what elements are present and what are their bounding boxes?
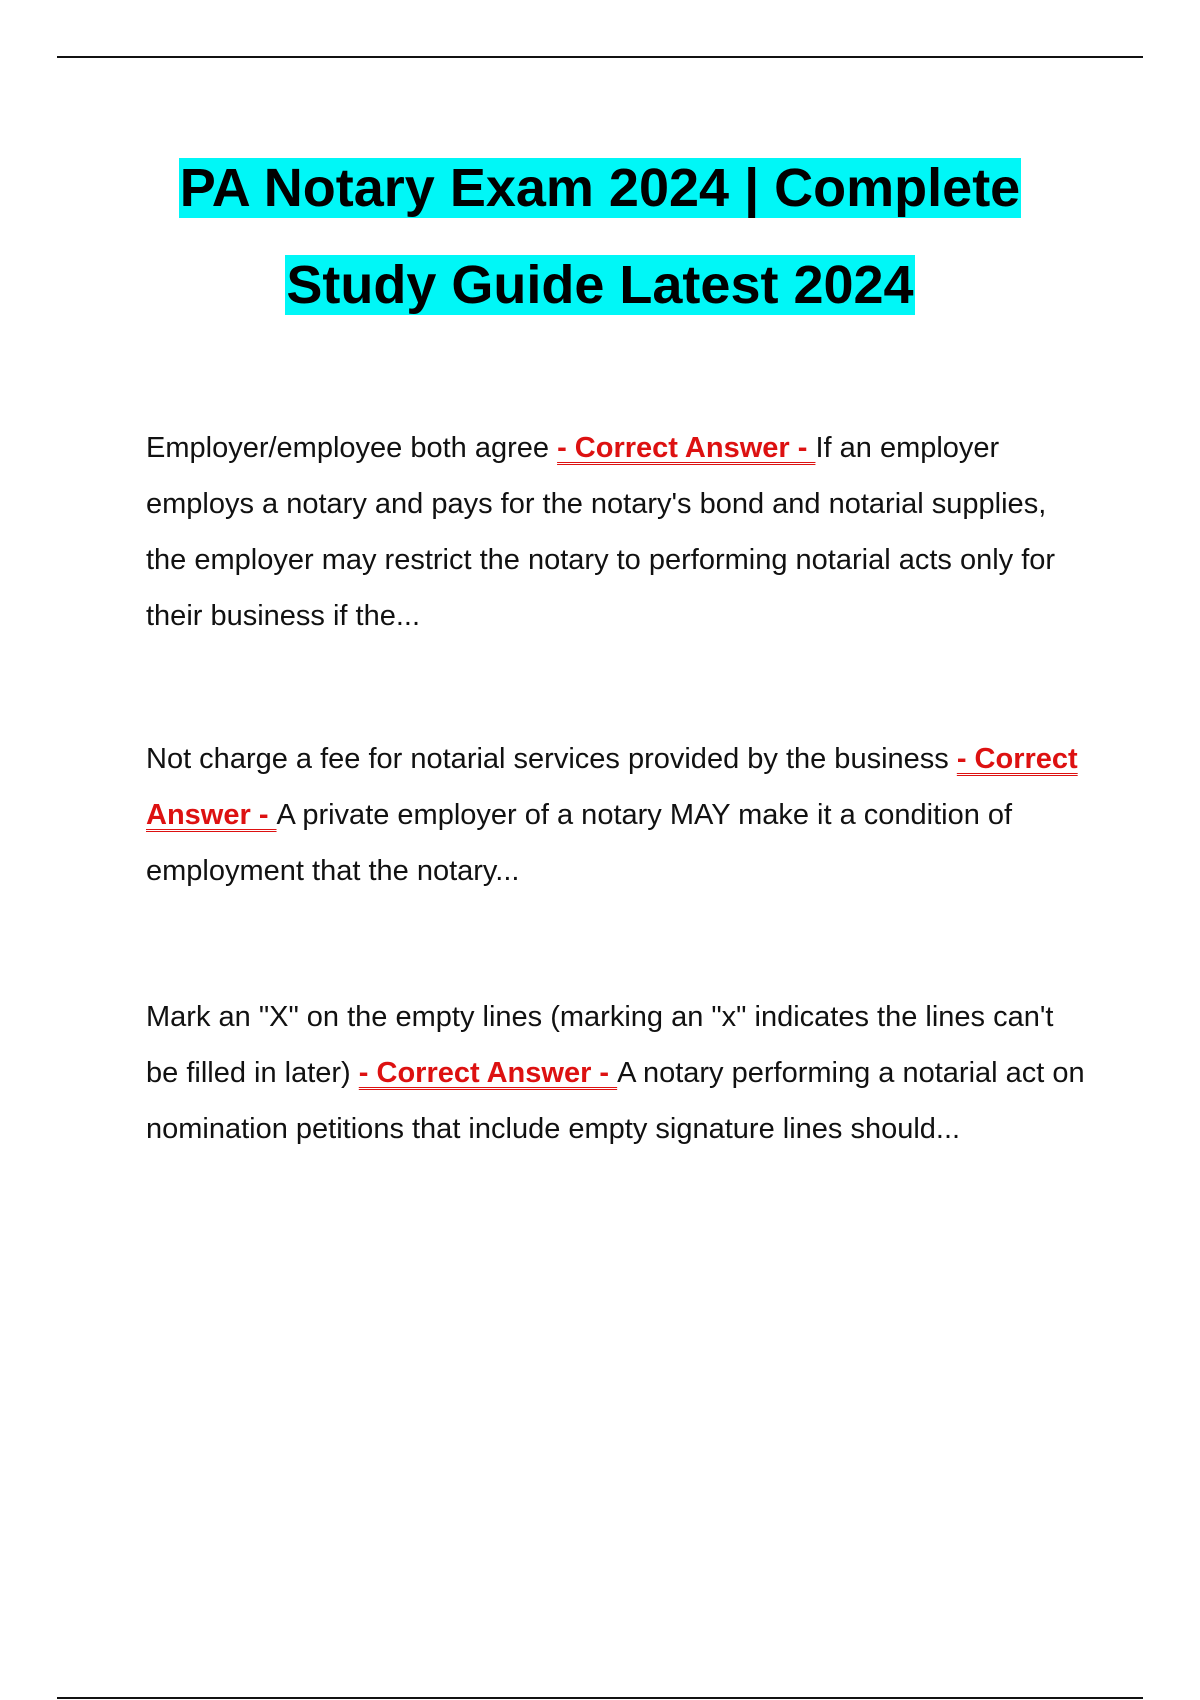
item-2-term: Not charge a fee for notarial services provided by the business: [146, 743, 957, 775]
item-3-definition: A notary performing a notarial act on nomination petitions that include empty signature lines should...: [146, 1057, 1085, 1145]
item-3-correct-answer-label: - Correct Answer -: [358, 1057, 618, 1089]
item-2-correct-answer-label: - Correct Answer -: [146, 743, 1078, 831]
item-1-term: Employer/employee both agree: [146, 432, 558, 464]
header-rule: [57, 56, 1143, 58]
page-title: [0, 140, 1200, 334]
item-2-definition: A private employer of a notary MAY make it a condition of employment that the notary...: [146, 799, 1013, 887]
item-1-definition: If an employer employs a notary and pays for the notary's bond and notarial supplies, the employer may restrict the notary to performing notarial acts only for their business if the...: [146, 432, 1056, 632]
footer-rule: [57, 1697, 1143, 1699]
flashcard-item-2: [146, 731, 1086, 899]
title-line-1: PA Notary Exam 2024 | Complete: [179, 158, 1021, 218]
item-1-correct-answer-label: - Correct Answer -: [557, 432, 816, 464]
flashcard-item-3: [146, 989, 1086, 1157]
title-line-2: Study Guide Latest 2024: [286, 255, 914, 315]
flashcard-item-1: [146, 420, 1086, 644]
item-3-term: Mark an "X" on the empty lines (marking an "x" indicates the lines can't be filled in later): [146, 1001, 1054, 1089]
